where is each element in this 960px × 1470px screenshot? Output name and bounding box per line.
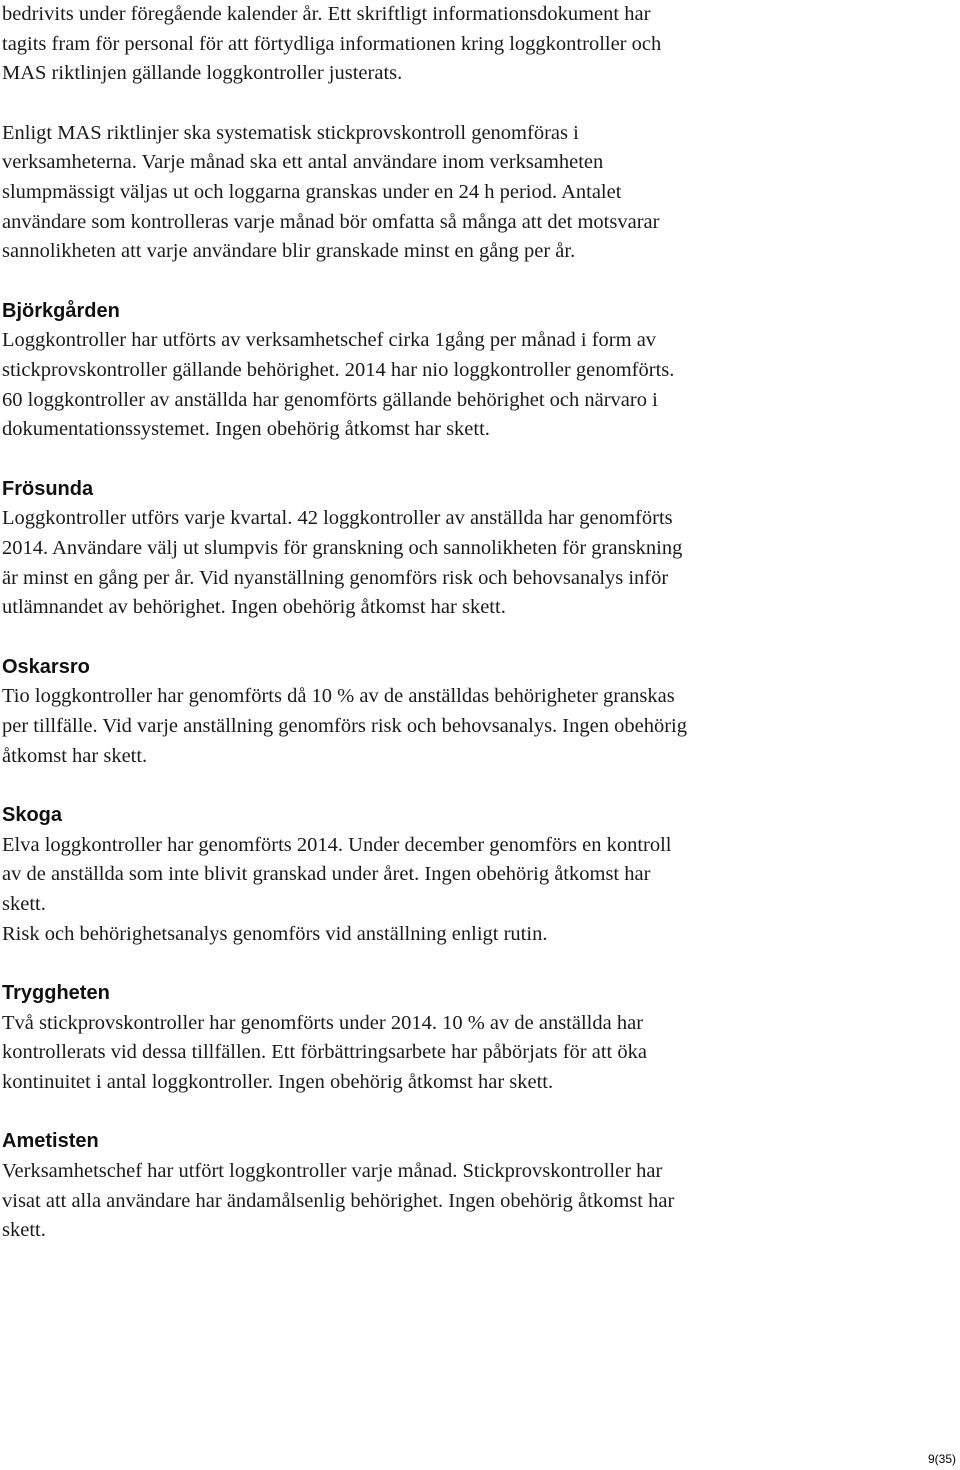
section-line: Elva loggkontroller har genomförts 2014. Under december genomförs en kontroll bbox=[2, 833, 672, 856]
section-body-bjorkgarden bbox=[2, 326, 952, 445]
section-line: skett. bbox=[2, 1219, 46, 1242]
page-number: 9(35) bbox=[927, 1452, 956, 1466]
section-heading-skoga: Skoga bbox=[2, 803, 63, 826]
mas-line: verksamheterna. Varje månad ska ett antal användare inom verksamheten bbox=[2, 151, 604, 174]
paragraph-spacer bbox=[2, 623, 952, 653]
section-line: 2014. Användare välj ut slumpvis för granskning och sannolikheten för granskning bbox=[2, 537, 683, 560]
paragraph-spacer bbox=[2, 1098, 952, 1128]
section-body-skoga bbox=[2, 831, 952, 950]
paragraph-spacer bbox=[2, 949, 952, 979]
section-line: per tillfälle. Vid varje anställning genomförs risk och behovsanalys. Ingen obehörig bbox=[2, 715, 687, 738]
section-line: Två stickprovskontroller har genomförts under 2014. 10 % av de anställda har bbox=[2, 1011, 644, 1034]
mas-line: slumpmässigt väljas ut och loggarna granskas under en 24 h period. Antalet bbox=[2, 181, 622, 204]
section-line: utlämnandet av behörighet. Ingen obehörig åtkomst har skett. bbox=[2, 596, 506, 619]
section-heading-tryggheten: Tryggheten bbox=[2, 981, 110, 1004]
section-line: Tio loggkontroller har genomförts då 10 % av de anställdas behörigheter granskas bbox=[2, 685, 675, 708]
mas-line: sannolikheten att varje användare blir granskade minst en gång per år. bbox=[2, 240, 576, 263]
paragraph-spacer bbox=[2, 89, 952, 119]
section-body-frosunda bbox=[2, 504, 952, 623]
section-line: 60 loggkontroller av anställda har genomförts gällande behörighet och närvaro i bbox=[2, 388, 658, 411]
section-body-oskarsro bbox=[2, 682, 952, 771]
section-line: åtkomst har skett. bbox=[2, 744, 148, 767]
section-line: av de anställda som inte blivit granskad under året. Ingen obehörig åtkomst har bbox=[2, 863, 651, 886]
section-heading-oskarsro: Oskarsro bbox=[2, 655, 90, 678]
mas-guideline-paragraph bbox=[2, 119, 952, 268]
section-body-tryggheten bbox=[2, 1009, 952, 1098]
intro-line: MAS riktlinjen gällande loggkontroller justerats. bbox=[2, 62, 403, 85]
section-line: Verksamhetschef har utfört loggkontroller varje månad. Stickprovskontroller har bbox=[2, 1160, 663, 1182]
intro-paragraph bbox=[2, 0, 952, 89]
section-line: Loggkontroller utförs varje kvartal. 42 loggkontroller av anställda har genomförts bbox=[2, 507, 673, 530]
section-line: Loggkontroller har utförts av verksamhetschef cirka 1gång per månad i form av bbox=[2, 329, 657, 352]
section-heading-bjorkgarden: Björkgården bbox=[2, 299, 120, 322]
section-line: Risk och behörighetsanalys genomförs vid anställning enligt rutin. bbox=[2, 922, 548, 945]
section-heading-frosunda: Frösunda bbox=[2, 477, 94, 500]
mas-line: Enligt MAS riktlinjer ska systematisk stickprovskontroll genomföras i bbox=[2, 121, 579, 144]
paragraph-spacer bbox=[2, 445, 952, 475]
section-body-ametisten bbox=[2, 1157, 952, 1246]
section-line: kontinuitet i antal loggkontroller. Ingen obehörig åtkomst har skett. bbox=[2, 1071, 554, 1094]
intro-line: bedrivits under föregående kalender år. Ett skriftligt informationsdokument har bbox=[2, 3, 651, 25]
section-line: dokumentationssystemet. Ingen obehörig åtkomst har skett. bbox=[2, 418, 490, 441]
section-line: stickprovskontroller gällande behörighet. 2014 har nio loggkontroller genomförts. bbox=[2, 359, 675, 382]
mas-line: användare som kontrolleras varje månad bör omfatta så många att det motsvarar bbox=[2, 210, 660, 233]
section-line: skett. bbox=[2, 893, 46, 916]
paragraph-spacer bbox=[2, 771, 952, 801]
document-page bbox=[2, 0, 952, 1246]
paragraph-spacer bbox=[2, 267, 952, 297]
intro-line: tagits fram för personal för att förtydliga informationen kring loggkontroller och bbox=[2, 32, 662, 55]
section-line: visat att alla användare har ändamålsenlig behörighet. Ingen obehörig åtkomst har bbox=[2, 1189, 675, 1212]
section-line: kontrollerats vid dessa tillfällen. Ett förbättringsarbete har påbörjats för att öka bbox=[2, 1041, 647, 1064]
section-line: är minst en gång per år. Vid nyanställning genomförs risk och behovsanalys inför bbox=[2, 566, 669, 589]
section-heading-ametisten: Ametisten bbox=[2, 1130, 99, 1153]
